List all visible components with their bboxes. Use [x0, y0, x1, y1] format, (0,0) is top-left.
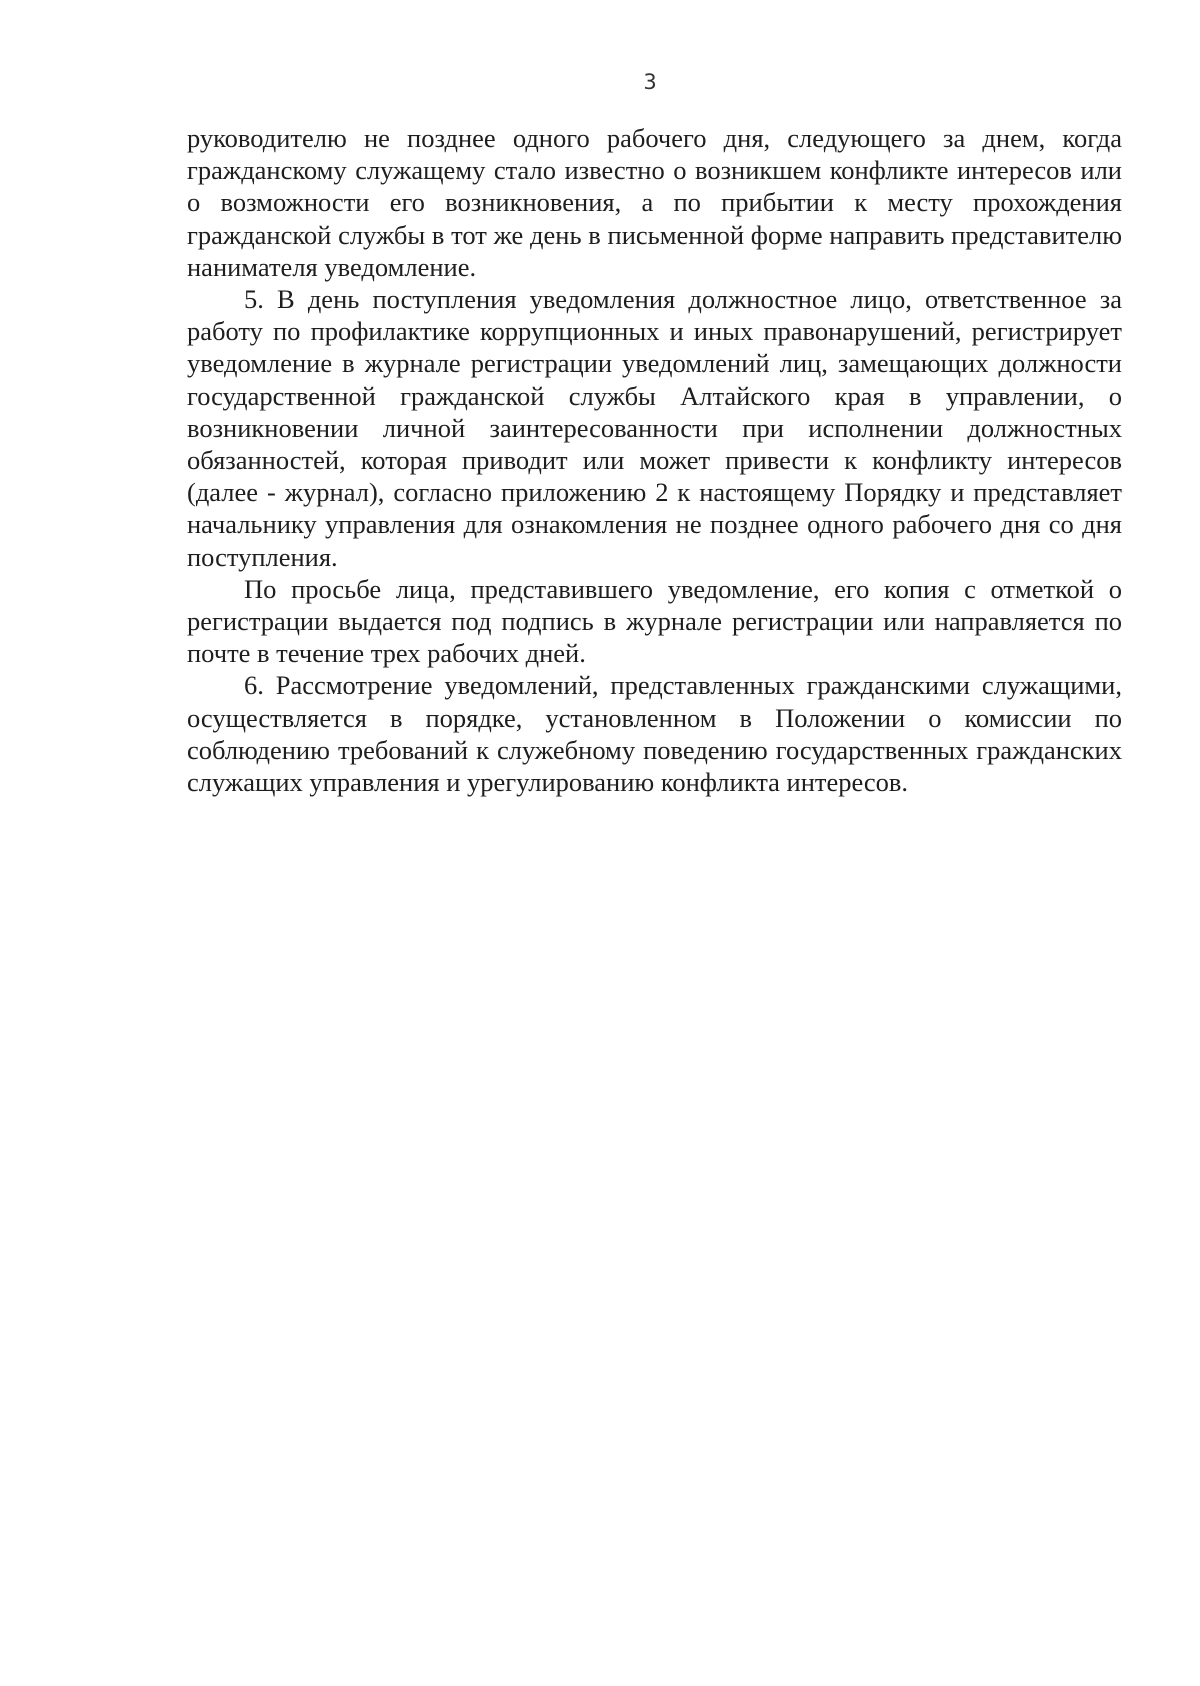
- paragraph-continuation: руководителю не позднее одного рабочего дня, следующего за днем, когда гражданскому служащему стало известно о возникшем конфликте интересов или о возможности его возникновения, а по прибытии к месту прохождения гражданской службы в тот же день в письменной форме направить представителю нанимателя уведомление.: [187, 123, 1122, 282]
- page-number: 3: [643, 70, 657, 94]
- paragraph-item-6: 6. Рассмотрение уведомлений, представленных гражданскими служащими, осуществляется в порядке, установленном в Положении о комиссии по соблюдению требований к служебному поведению государственных гражданских служащих управления и урегулированию конфликта интересов.: [187, 670, 1122, 798]
- paragraph-copy-request: По просьбе лица, представившего уведомление, его копия с отметкой о регистрации выдается под подпись в журнале регистрации или направляется по почте в течение трех рабочих дней.: [187, 573, 1122, 669]
- document-body: [187, 122, 1122, 798]
- paragraph-item-5: 5. В день поступления уведомления должностное лицо, ответственное за работу по профилактике коррупционных и иных правонарушений, регистрирует уведомление в журнале регистрации уведомлений лиц, замещающих должности государственной гражданской службы Алтайского края в управлении, о возникновении личной заинтересованности при исполнении должностных обязанностей, которая приводит или может привести к конфликту интересов (далее - журнал), согласно приложению 2 к настоящему Порядку и представляет начальнику управления для ознакомления не позднее одного рабочего дня со дня поступления.: [187, 284, 1122, 572]
